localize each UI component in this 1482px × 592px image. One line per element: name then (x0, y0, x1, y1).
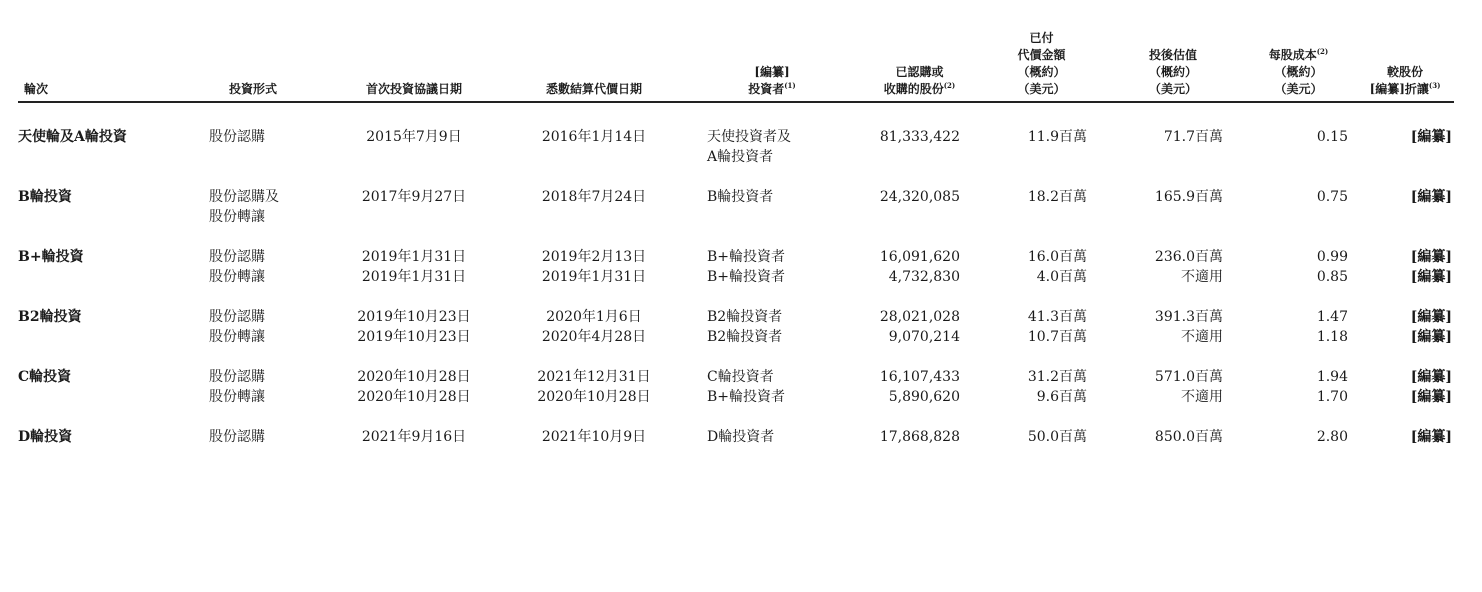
header-line: （概約） (1017, 65, 1066, 79)
footnote-marker: (2) (1316, 47, 1329, 56)
cell-line: 股份轉讓 (209, 329, 265, 345)
cell-line: B+輪投資者 (707, 249, 786, 265)
investment-form-cell (183, 327, 323, 347)
cell-line: 股份認購及 (209, 189, 279, 205)
cell-line: 天使投資者及 (707, 129, 791, 145)
cost-per-share-cell: 1.18 (1316, 329, 1348, 345)
header-cost-per-share (1241, 30, 1356, 103)
header-line: [編纂]折讓$^{(3)}$ (1369, 81, 1441, 96)
discount-cell: [編纂] (1410, 269, 1452, 285)
consideration-cell: 4.0百萬 (1036, 269, 1087, 285)
cost-per-share-cell: 1.47 (1316, 309, 1348, 325)
cell-line: 股份轉讓 (209, 389, 265, 405)
valuation-cell: 不適用 (1181, 389, 1223, 405)
consideration-cell: 11.9百萬 (1027, 129, 1087, 145)
investor-cell (683, 267, 861, 287)
header-agreement-date (323, 30, 505, 103)
cell-line: D輪投資者 (707, 429, 775, 445)
header-underline (18, 101, 183, 103)
table-row (18, 267, 1454, 287)
cost-per-share-cell: 0.15 (1316, 129, 1348, 145)
valuation-cell: 236.0百萬 (1154, 249, 1223, 265)
discount-cell: [編纂] (1410, 189, 1452, 205)
cost-per-share-cell: 0.75 (1316, 189, 1348, 205)
settlement-date-cell: 2019年1月31日 (541, 269, 647, 285)
shares-cell: 24,320,085 (879, 189, 960, 205)
investment-form-cell (183, 267, 323, 287)
settlement-date-cell: 2021年10月9日 (541, 429, 647, 445)
cell-line: B輪投資者 (707, 189, 774, 205)
cell-line: 股份認購 (209, 249, 265, 265)
investment-form-cell (183, 387, 323, 407)
investor-cell (683, 287, 861, 327)
investment-form-cell (183, 167, 323, 227)
header-line: 代價金額 (1017, 48, 1066, 62)
cost-per-share-cell: 0.85 (1316, 269, 1348, 285)
footnote-marker: (2) (943, 81, 956, 90)
shares-cell: 16,091,620 (879, 249, 960, 265)
header-investor (683, 30, 861, 103)
cost-per-share-cell: 0.99 (1316, 249, 1348, 265)
shares-cell: 28,021,028 (879, 309, 960, 325)
footnote-marker: (3) (1428, 81, 1441, 90)
table-row (18, 407, 1454, 447)
header-line: （美元） (1274, 82, 1323, 96)
header-underline (1105, 101, 1241, 103)
agreement-date-cell: 2019年10月23日 (357, 309, 471, 325)
discount-cell: [編纂] (1410, 249, 1452, 265)
consideration-cell: 10.7百萬 (1027, 329, 1087, 345)
header-underline (1241, 101, 1356, 103)
footnote-marker: (1) (784, 81, 796, 90)
header-round (18, 30, 183, 103)
cell-line: 股份認購 (209, 309, 265, 325)
header-line: （美元） (1148, 82, 1197, 96)
valuation-cell: 391.3百萬 (1154, 309, 1223, 325)
investment-form-cell (183, 227, 323, 267)
discount-cell: [編纂] (1410, 429, 1452, 445)
cell-line: A輪投資者 (707, 149, 774, 165)
header-line: 已付 (1029, 31, 1054, 45)
consideration-cell: 9.6百萬 (1036, 389, 1087, 405)
agreement-date-cell: 2020年10月28日 (357, 369, 471, 385)
agreement-date-cell: 2015年7月9日 (366, 129, 462, 145)
table-row (18, 227, 1454, 267)
header-discount (1356, 30, 1454, 103)
settlement-date-cell: 2020年1月6日 (546, 309, 642, 325)
round-cell (18, 267, 183, 287)
header-line: 投後估值 (1148, 48, 1197, 62)
cell-line: C輪投資者 (707, 369, 774, 385)
investment-rounds-table (18, 30, 1454, 447)
valuation-cell: 571.0百萬 (1154, 369, 1223, 385)
header-line: 收購的股份$^{(2)}$ (883, 81, 956, 96)
agreement-date-cell: 2019年1月31日 (361, 269, 467, 285)
table-row (18, 327, 1454, 347)
round-cell: B輪投資 (18, 189, 72, 205)
header-valuation (1105, 30, 1241, 103)
investor-cell (683, 103, 861, 167)
consideration-cell: 16.0百萬 (1027, 249, 1087, 265)
table-row (18, 387, 1454, 407)
table-row (18, 347, 1454, 387)
header-line: [編纂] (754, 65, 790, 79)
cost-per-share-cell: 1.70 (1316, 389, 1348, 405)
cell-line: 股份認購 (209, 129, 265, 145)
discount-cell: [編纂] (1410, 329, 1452, 345)
header-settlement-date (505, 30, 683, 103)
header-underline (505, 101, 683, 103)
cell-line: 股份認購 (209, 429, 265, 445)
round-cell: D輪投資 (18, 429, 73, 445)
header-underline (683, 101, 861, 103)
investor-cell (683, 387, 861, 407)
agreement-date-cell: 2019年1月31日 (361, 249, 467, 265)
cell-line: B2輪投資者 (707, 309, 783, 325)
investor-cell (683, 327, 861, 347)
header-underline (183, 101, 323, 103)
investment-form-cell (183, 347, 323, 387)
header-line: 投資形式 (228, 82, 277, 96)
header-line: 悉數結算代價日期 (545, 82, 642, 96)
settlement-date-cell: 2018年7月24日 (541, 189, 647, 205)
valuation-cell: 71.7百萬 (1163, 129, 1223, 145)
round-cell: B+輪投資 (18, 249, 84, 265)
table-row (18, 103, 1454, 167)
consideration-cell: 50.0百萬 (1027, 429, 1087, 445)
shares-cell: 5,890,620 (888, 389, 960, 405)
header-line: （美元） (1017, 82, 1066, 96)
discount-cell: [編纂] (1410, 129, 1452, 145)
cell-line: B+輪投資者 (707, 389, 786, 405)
investment-form-cell (183, 103, 323, 167)
investor-cell (683, 227, 861, 267)
header-line: 投資者$^{(1)}$ (748, 81, 796, 96)
header-shares (861, 30, 978, 103)
investor-cell (683, 347, 861, 387)
discount-cell: [編纂] (1410, 389, 1452, 405)
consideration-cell: 31.2百萬 (1027, 369, 1087, 385)
consideration-cell: 41.3百萬 (1027, 309, 1087, 325)
round-cell (18, 327, 183, 347)
investor-cell (683, 407, 861, 447)
settlement-date-cell: 2020年10月28日 (537, 389, 651, 405)
agreement-date-cell: 2021年9月16日 (361, 429, 467, 445)
shares-cell: 16,107,433 (879, 369, 960, 385)
investment-form-cell (183, 287, 323, 327)
valuation-cell: 165.9百萬 (1154, 189, 1223, 205)
valuation-cell: 不適用 (1181, 329, 1223, 345)
header-consideration (978, 30, 1105, 103)
header-line: 較股份 (1386, 65, 1423, 79)
settlement-date-cell: 2016年1月14日 (541, 129, 647, 145)
cost-per-share-cell: 1.94 (1316, 369, 1348, 385)
agreement-date-cell: 2019年10月23日 (357, 329, 471, 345)
settlement-date-cell: 2019年2月13日 (541, 249, 647, 265)
header-line: 每股成本$^{(2)}$ (1268, 47, 1329, 62)
shares-cell: 4,732,830 (888, 269, 960, 285)
cell-line: 股份轉讓 (209, 269, 265, 285)
round-cell: C輪投資 (18, 369, 72, 385)
settlement-date-cell: 2021年12月31日 (537, 369, 651, 385)
round-cell (18, 387, 183, 407)
investor-cell (683, 167, 861, 227)
table-row (18, 287, 1454, 327)
table-body (18, 103, 1454, 447)
agreement-date-cell: 2020年10月28日 (357, 389, 471, 405)
header-underline (1356, 101, 1454, 103)
cell-line: 股份認購 (209, 369, 265, 385)
header-underline (323, 101, 505, 103)
agreement-date-cell: 2017年9月27日 (361, 189, 467, 205)
shares-cell: 9,070,214 (888, 329, 960, 345)
discount-cell: [編纂] (1410, 309, 1452, 325)
shares-cell: 17,868,828 (879, 429, 960, 445)
round-cell: 天使輪及A輪投資 (18, 129, 127, 145)
header-line: 已認購或 (895, 65, 944, 79)
header-investment-form (183, 30, 323, 103)
header-underline (861, 101, 978, 103)
table-row (18, 167, 1454, 227)
cost-per-share-cell: 2.80 (1316, 429, 1348, 445)
header-line: 首次投資協議日期 (365, 82, 462, 96)
header-line: 輪次 (24, 82, 49, 96)
table-header (18, 30, 1454, 103)
valuation-cell: 850.0百萬 (1154, 429, 1223, 445)
header-line: （概約） (1274, 65, 1323, 79)
investment-form-cell (183, 407, 323, 447)
cell-line: B+輪投資者 (707, 269, 786, 285)
round-cell: B2輪投資 (18, 309, 82, 325)
settlement-date-cell: 2020年4月28日 (541, 329, 647, 345)
cell-line: 股份轉讓 (209, 209, 265, 225)
consideration-cell: 18.2百萬 (1027, 189, 1087, 205)
shares-cell: 81,333,422 (879, 129, 960, 145)
header-underline (978, 101, 1105, 103)
cell-line: B2輪投資者 (707, 329, 783, 345)
header-line: （概約） (1148, 65, 1197, 79)
valuation-cell: 不適用 (1181, 269, 1223, 285)
discount-cell: [編纂] (1410, 369, 1452, 385)
